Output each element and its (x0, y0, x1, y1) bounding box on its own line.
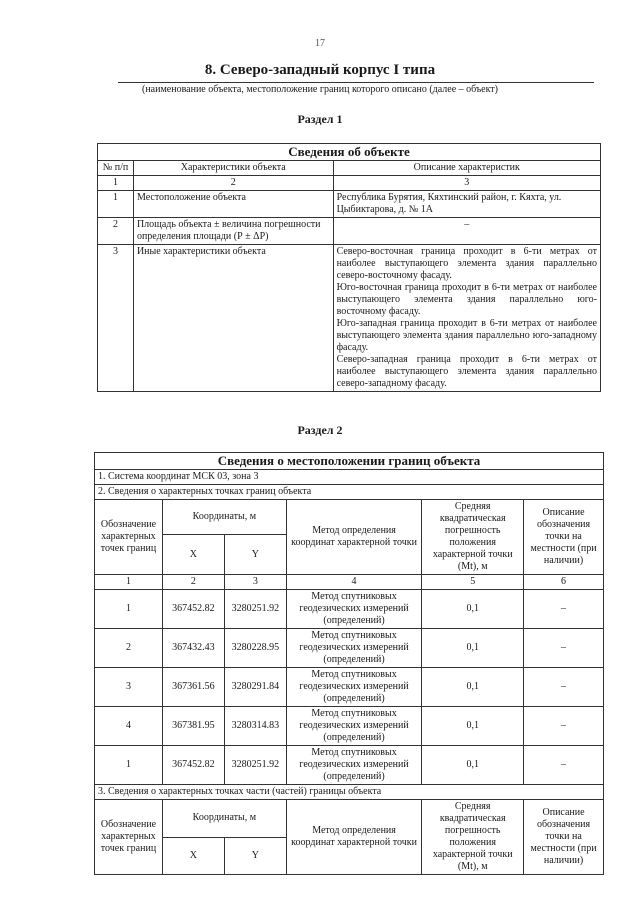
object-info-table (97, 143, 601, 392)
header-coords: Координаты, м (162, 500, 286, 535)
point-id: 4 (95, 707, 163, 746)
boundary-table-title: Сведения о местоположении границ объекта (95, 453, 604, 470)
table-row (98, 218, 601, 245)
row-desc: – (333, 218, 600, 245)
title-note: (наименование объекта, местоположение границ которого описано (далее – объект) (141, 84, 499, 95)
table-row (98, 191, 601, 218)
point-id: 3 (95, 668, 163, 707)
table-row (98, 245, 601, 392)
header-point-description: Описание обозначения точки на местности (при наличии) (524, 800, 604, 875)
row-desc (333, 245, 600, 392)
point-method: Метод спутниковых геодезических измерений (определений) (286, 707, 422, 746)
table-row (95, 590, 604, 629)
row-name: Площадь объекта ± величина погрешности определения площади (Р ± ΔР) (133, 218, 333, 245)
point-x: 367452.82 (162, 590, 224, 629)
row-desc: Республика Бурятия, Кяхтинский район, г. Кяхта, ул. Цыбиктарова, д. № 1А (333, 191, 600, 218)
point-y: 3280291.84 (224, 668, 286, 707)
col-number: 3 (224, 575, 286, 590)
col-number: 5 (422, 575, 524, 590)
point-method: Метод спутниковых геодезических измерений (определений) (286, 746, 422, 785)
header-x: X (162, 837, 224, 875)
header-coords: Координаты, м (162, 800, 286, 838)
point-id: 2 (95, 629, 163, 668)
point-x: 367432.43 (162, 629, 224, 668)
header-point: Обозначение характерных точек границ (95, 500, 163, 575)
point-y: 3280251.92 (224, 746, 286, 785)
point-method: Метод спутниковых геодезических измерений (определений) (286, 590, 422, 629)
row-num: 1 (98, 191, 134, 218)
point-desc: – (524, 668, 604, 707)
header-point: Обозначение характерных точек границ (95, 800, 163, 875)
point-mt: 0,1 (422, 746, 524, 785)
parts-subheading: 3. Сведения о характерных точках части (частей) границы объекта (95, 785, 604, 800)
section-2-heading: Раздел 2 (297, 423, 343, 437)
header-y: Y (224, 535, 286, 575)
col-number: 4 (286, 575, 422, 590)
point-desc: – (524, 590, 604, 629)
point-y: 3280251.92 (224, 590, 286, 629)
point-y: 3280314.83 (224, 707, 286, 746)
point-desc: – (524, 707, 604, 746)
table-row (95, 707, 604, 746)
header-characteristic: Характеристики объекта (133, 161, 333, 176)
row-name: Местоположение объекта (133, 191, 333, 218)
point-mt: 0,1 (422, 629, 524, 668)
header-x: X (162, 535, 224, 575)
coord-system: 1. Система координат МСК 03, зона 3 (95, 470, 604, 485)
table-row (95, 746, 604, 785)
header-accuracy: Средняя квадратическая погрешность положения характерной точки (Mt), м (422, 800, 524, 875)
object-info-title: Сведения об объекте (98, 144, 601, 161)
col-number: 1 (95, 575, 163, 590)
col-number: 2 (133, 176, 333, 191)
row-name: Иные характеристики объекта (133, 245, 333, 392)
col-number: 6 (524, 575, 604, 590)
point-method: Метод спутниковых геодезических измерений (определений) (286, 629, 422, 668)
boundary-nw-text: Северо-западная граница проходит в 6-ти метрах от наиболее выступающего элемента здания параллельно северо-западному фасаду. (336, 354, 597, 389)
table-row (95, 629, 604, 668)
point-desc: – (524, 629, 604, 668)
boundary-ne-text: Северо-восточная граница проходит в 6-ти метрах от наиболее выступающего элемента здания параллельно северо-восточному фасаду. (336, 246, 597, 281)
point-method: Метод спутниковых геодезических измерений (определений) (286, 668, 422, 707)
header-y: Y (224, 837, 286, 875)
boundary-points-table (94, 452, 604, 875)
row-num: 2 (98, 218, 134, 245)
point-id: 1 (95, 590, 163, 629)
point-x: 367381.95 (162, 707, 224, 746)
col-number: 3 (333, 176, 600, 191)
point-mt: 0,1 (422, 707, 524, 746)
points-subheading: 2. Сведения о характерных точках границ объекта (95, 485, 604, 500)
point-x: 367452.82 (162, 746, 224, 785)
header-method: Метод определения координат характерной точки (286, 800, 422, 875)
header-accuracy: Средняя квадратическая погрешность положения характерной точки (Mt), м (422, 500, 524, 575)
point-desc: – (524, 746, 604, 785)
header-num: № п/п (98, 161, 134, 176)
col-number: 2 (162, 575, 224, 590)
boundary-sw-text: Юго-западная граница проходит в 6-ти метрах от наиболее выступающего элемента здания параллельно юго-западному фасаду. (336, 318, 597, 353)
table-row (95, 668, 604, 707)
header-point-description: Описание обозначения точки на местности (при наличии) (524, 500, 604, 575)
row-num: 3 (98, 245, 134, 392)
header-description: Описание характеристик (333, 161, 600, 176)
point-mt: 0,1 (422, 590, 524, 629)
header-method: Метод определения координат характерной точки (286, 500, 422, 575)
title-underline (118, 82, 594, 83)
point-x: 367361.56 (162, 668, 224, 707)
boundary-se-text: Юго-восточная граница проходит в 6-ти метрах от наиболее выступающего элемента здания параллельно юго-восточному фасаду. (336, 282, 597, 317)
page-number: 17 (315, 38, 325, 49)
point-y: 3280228.95 (224, 629, 286, 668)
col-number: 1 (98, 176, 134, 191)
document-title: 8. Северо-западный корпус I типа (204, 62, 436, 78)
section-1-heading: Раздел 1 (297, 112, 343, 126)
point-id: 1 (95, 746, 163, 785)
point-mt: 0,1 (422, 668, 524, 707)
